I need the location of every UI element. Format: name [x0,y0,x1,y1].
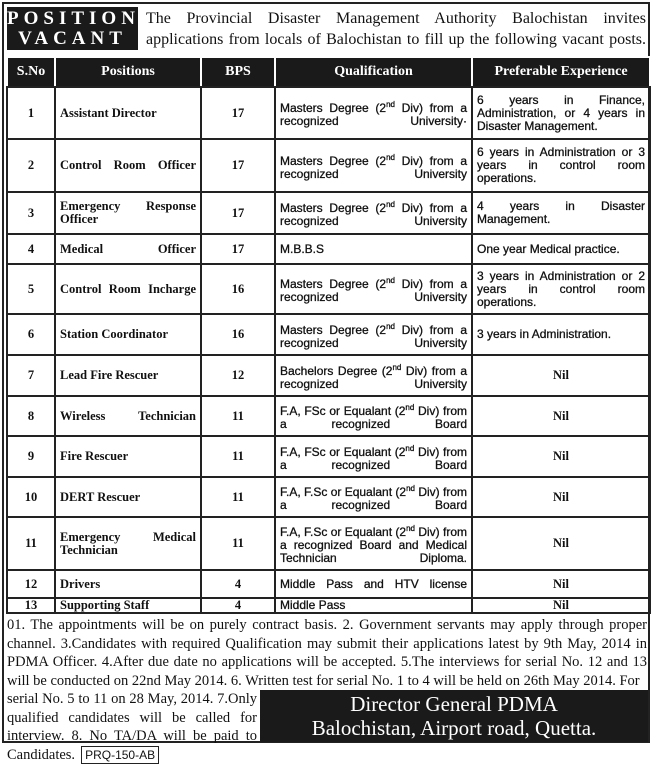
cell-position: Drivers [55,570,201,598]
header-bps: BPS [201,57,275,87]
cell-qualification: Masters Degree (2nd Div) from a recognized University [275,264,472,314]
cell-qualification: Masters Degree (2nd Div) from a recognized University· [275,87,472,139]
cell-bps: 16 [201,264,275,314]
cell-position: DERT Rescuer [55,477,201,517]
banner-line-2: VACANT [18,28,127,49]
cell-bps: 4 [201,570,275,598]
cell-position: Supporting Staff [55,598,201,613]
cell-experience: Nil [472,517,650,570]
cell-sno: 4 [7,234,55,264]
positions-vacant-banner [7,7,156,50]
table-row [7,598,650,613]
cell-position: Assistant Director [55,87,201,139]
cell-qualification: F.A, F.Sc or Equalant (2nd Div) from a recognized Board and Medical Technician Diploma. [275,517,472,570]
terms-notes: 01. The appointments will be on purely contract basis. 2. Government servants may apply through proper channel. 3.Candidates with required Qualification may submit their applications latest by 9th May, 2014 in PDMA Officer. 4.After due date no applications will be accepted. 5.The interviews for serial No. 12 and 13 will be conducted on 22nd May 2014. 6. Written test for serial No. 1 to 4 will be held on 26th May 2014. For [7,617,647,689]
cell-position: Control Room Officer [55,139,201,192]
cell-experience: Nil [472,355,650,396]
cell-qualification: F.A, F.Sc or Equalant (2nd Div) from a recognized Board [275,477,472,517]
header-qualification: Qualification [275,57,472,87]
cell-sno: 12 [7,570,55,598]
cell-position: Lead Fire Rescuer [55,355,201,396]
cell-qualification: M.B.B.S [275,234,472,264]
table-row [7,234,650,264]
cell-sno: 10 [7,477,55,517]
cell-qualification: Masters Degree (2nd Div) from a recognized University [275,139,472,192]
cell-experience: Nil [472,436,650,477]
positions-table [6,56,651,614]
cell-qualification: Masters Degree (2nd Div) from a recognized University [275,192,472,234]
header-positions: Positions [55,57,201,87]
cell-sno: 8 [7,396,55,436]
notes-continued-text: serial No. 5 to 11 on 28 May, 2014. 7.Only qualified candidates will be called for interview. 8. No TA/DA will be paid to Candidates. [7,691,257,763]
cell-bps: 16 [201,314,275,355]
cell-position: Fire Rescuer [55,436,201,477]
cell-experience: 6 years in Administration or 3 years in control room operations. [472,139,650,192]
cell-bps: 17 [201,139,275,192]
cell-experience: 6 years in Finance, Administration, or 4 years in Disaster Management. [472,87,650,139]
cell-qualification: F.A, FSc or Equalant (2nd Div) from a recognized Board [275,396,472,436]
cell-sno: 5 [7,264,55,314]
terms-notes-continued [7,690,257,764]
cell-sno: 11 [7,517,55,570]
contact-line-2: Balochistan, Airport road, Quetta. [311,716,597,740]
job-advertisement [2,2,650,763]
table-row [7,264,650,314]
cell-sno: 13 [7,598,55,613]
table-row [7,192,650,234]
cell-qualification: Bachelors Degree (2nd Div) from a recognized University [275,355,472,396]
cell-experience: 4 years in Disaster Management. [472,192,650,234]
cell-bps: 11 [201,436,275,477]
cell-experience: 3 years in Administration or 2 years in control room operations. [472,264,650,314]
contact-address [260,690,648,742]
reference-code: PRQ-150-AB [81,746,159,764]
header-sno: S.No [7,57,55,87]
table-row [7,477,650,517]
cell-position: Control Room Incharge [55,264,201,314]
cell-experience: Nil [472,598,650,613]
cell-experience: Nil [472,396,650,436]
table-row [7,396,650,436]
table-row [7,436,650,477]
intro-text: The Provincial Disaster Management Authority Balochistan invites applications from locals of Balochistan to fill up the following vacant posts. [146,10,646,48]
cell-bps: 12 [201,355,275,396]
cell-qualification: F.A, FSc or Equalant (2nd Div) from a recognized Board [275,436,472,477]
cell-experience: Nil [472,477,650,517]
table-row [7,314,650,355]
table-row [7,87,650,139]
cell-sno: 9 [7,436,55,477]
cell-experience: Nil [472,570,650,598]
table-header-row [7,57,650,87]
banner-line-1: POSITIONS [7,8,156,29]
cell-sno: 6 [7,314,55,355]
cell-qualification: Masters Degree (2nd Div) from a recognized University [275,314,472,355]
cell-sno: 1 [7,87,55,139]
cell-bps: 4 [201,598,275,613]
cell-sno: 7 [7,355,55,396]
cell-bps: 11 [201,477,275,517]
contact-line-1: Director General PDMA [350,692,558,716]
cell-bps: 17 [201,192,275,234]
table-row [7,570,650,598]
cell-bps: 11 [201,517,275,570]
cell-position: Emergency Medical Technician [55,517,201,570]
cell-experience: One year Medical practice. [472,234,650,264]
cell-position: Station Coordinator [55,314,201,355]
cell-qualification: Middle Pass [275,598,472,613]
header-experience: Preferable Experience [472,57,650,87]
cell-experience: 3 years in Administration. [472,314,650,355]
cell-position: Medical Officer [55,234,201,264]
cell-qualification: Middle Pass and HTV license [275,570,472,598]
cell-sno: 2 [7,139,55,192]
table-row [7,355,650,396]
cell-sno: 3 [7,192,55,234]
table-row [7,517,650,570]
cell-bps: 17 [201,87,275,139]
cell-bps: 17 [201,234,275,264]
cell-position: Wireless Technician [55,396,201,436]
cell-position: Emergency Response Officer [55,192,201,234]
table-row [7,139,650,192]
cell-bps: 11 [201,396,275,436]
